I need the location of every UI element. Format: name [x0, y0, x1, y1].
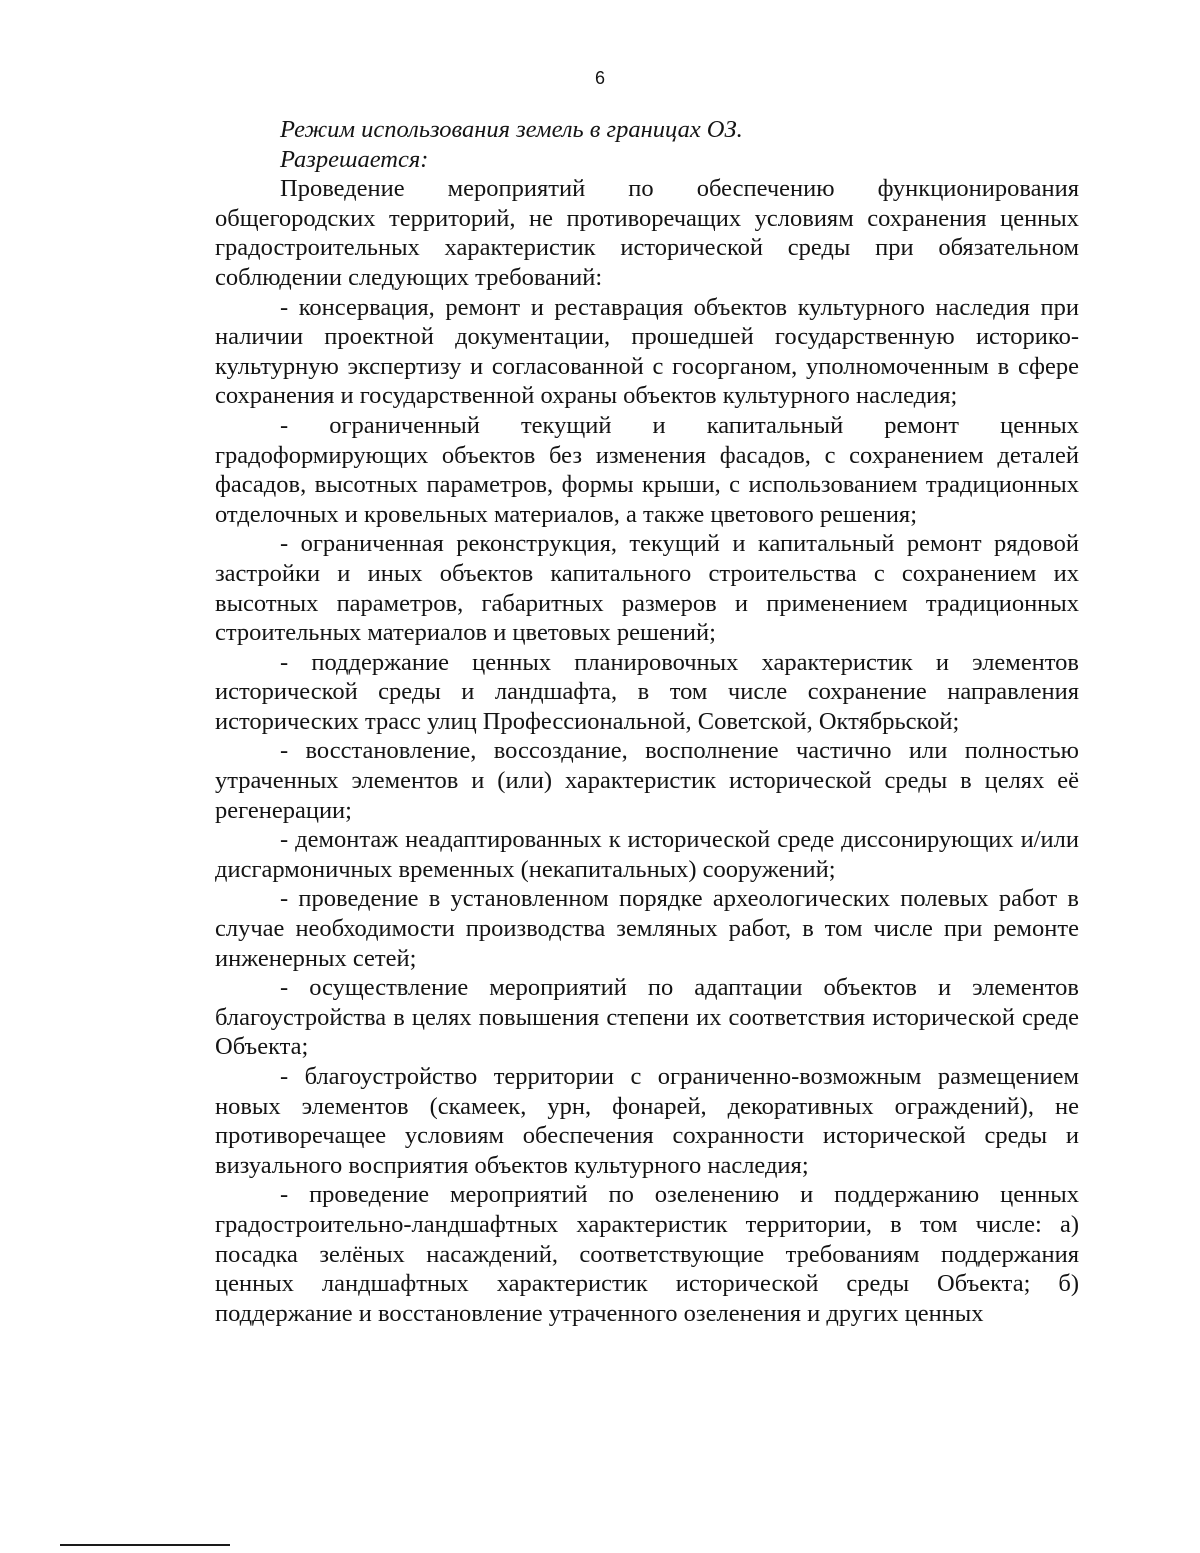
- list-item: - демонтаж неадаптированных к исторической среде диссонирующих и/или дисгармоничных временных (некапитальных) сооружений;: [215, 826, 1079, 883]
- document-body: [215, 115, 1079, 1328]
- list-item: - консервация, ремонт и реставрация объектов культурного наследия при наличии проектной документации, прошедшей государственную историко-культурную экспертизу и согласованной с госорганом, уполномоченным в сфере сохранения и государственной охраны объектов культурного наследия;: [215, 293, 1079, 410]
- list-item: - проведение в установленном порядке археологических полевых работ в случае необходимости производства земляных работ, в том числе при ремонте инженерных сетей;: [215, 885, 1079, 972]
- list-item: - ограниченный текущий и капитальный ремонт ценных градоформирующих объектов без изменения фасадов, с сохранением деталей фасадов, высотных параметров, формы крыши, с использованием традиционных отделочных и кровельных материалов, а также цветового решения;: [215, 411, 1079, 528]
- section-heading: Режим использования земель в границах ОЗ.: [280, 116, 743, 143]
- page-number: 6: [594, 68, 605, 88]
- list-item: - восстановление, воссоздание, восполнение частично или полностью утраченных элементов и (или) характеристик исторической среды в целях её регенерации;: [215, 737, 1079, 824]
- section-subheading: Разрешается:: [280, 145, 429, 173]
- list-item: - проведение мероприятий по озеленению и поддержанию ценных градостроительно-ландшафтных характеристик территории, в том числе: а) посадка зелёных насаждений, соответствующие требованиям поддержания ценных ландшафтных характеристик исторической среды Объекта; б) поддержание и восстановление утраченного озеленения и других ценных: [215, 1181, 1079, 1327]
- list-item: - осуществление мероприятий по адаптации объектов и элементов благоустройства в целях повышения степени их соответствия исторической среде Объекта;: [215, 974, 1079, 1061]
- footnote-separator: [60, 1544, 230, 1546]
- list-item: - ограниченная реконструкция, текущий и капитальный ремонт рядовой застройки и иных объектов капитального строительства с сохранением их высотных параметров, габаритных размеров и применением традиционных строительных материалов и цветовых решений;: [215, 530, 1079, 647]
- list-item: - поддержание ценных планировочных характеристик и элементов исторической среды и ландшафта, в том числе сохранение направления исторических трасс улиц Профессиональной, Советской, Октябрьской;: [215, 648, 1079, 735]
- intro-paragraph: Проведение мероприятий по обеспечению функционирования общегородских территорий, не противоречащих условиям сохранения ценных градостроительных характеристик исторической среды при обязательном соблюдении следующих требований:: [215, 175, 1079, 291]
- list-item: - благоустройство территории с ограниченно-возможным размещением новых элементов (скамеек, урн, фонарей, декоративных ограждений), не противоречащее условиям обеспечения сохранности исторической среды и визуального восприятия объектов культурного наследия;: [215, 1063, 1079, 1179]
